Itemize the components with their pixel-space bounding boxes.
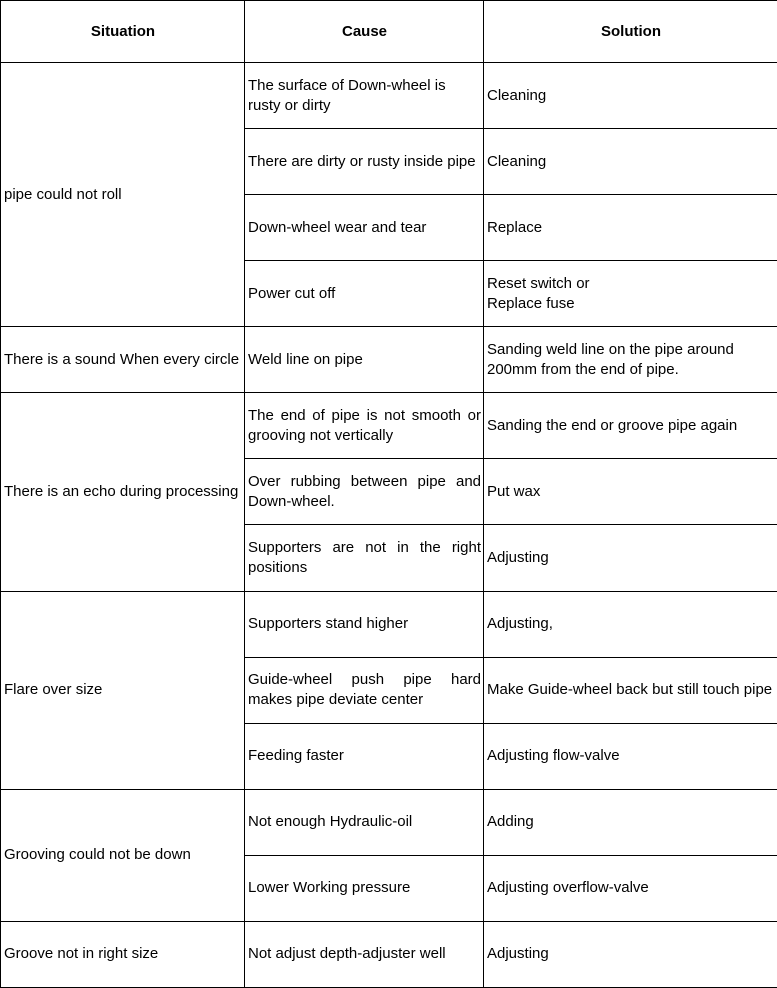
header-cause: Cause bbox=[245, 1, 484, 63]
header-solution: Solution bbox=[484, 1, 777, 63]
cause-cell: The surface of Down-wheel is rusty or dirty bbox=[245, 63, 484, 129]
solution-line: Replace fuse bbox=[487, 294, 575, 312]
solution-cell: Cleaning bbox=[484, 63, 777, 129]
cause-cell: Weld line on pipe bbox=[245, 327, 484, 393]
cause-cell: Guide-wheel push pipe hard makes pipe deviate center bbox=[245, 657, 484, 723]
situation-cell: There is an echo during processing bbox=[1, 393, 245, 591]
table-row bbox=[1, 327, 777, 393]
cause-cell: Power cut off bbox=[245, 261, 484, 327]
cause-cell: Lower Working pressure bbox=[245, 855, 484, 921]
cause-cell: Not adjust depth-adjuster well bbox=[245, 921, 484, 987]
solution-cell: Put wax bbox=[484, 459, 777, 525]
solution-cell bbox=[484, 261, 777, 327]
table-row bbox=[1, 63, 777, 129]
cause-cell: The end of pipe is not smooth or grooving not vertically bbox=[245, 393, 484, 459]
table-row bbox=[1, 591, 777, 657]
solution-cell: Adjusting flow-valve bbox=[484, 723, 777, 789]
solution-cell: Adding bbox=[484, 789, 777, 855]
cause-cell: Supporters stand higher bbox=[245, 591, 484, 657]
cause-cell: Supporters are not in the right positions bbox=[245, 525, 484, 591]
table-row bbox=[1, 921, 777, 987]
situation-cell: Grooving could not be down bbox=[1, 789, 245, 921]
situation-cell: Groove not in right size bbox=[1, 921, 245, 987]
solution-cell: Replace bbox=[484, 195, 777, 261]
cause-cell: Not enough Hydraulic-oil bbox=[245, 789, 484, 855]
solution-cell: Adjusting bbox=[484, 921, 777, 987]
header-row bbox=[1, 1, 777, 63]
solution-cell: Adjusting overflow-valve bbox=[484, 855, 777, 921]
cause-cell: There are dirty or rusty inside pipe bbox=[245, 129, 484, 195]
situation-cell: pipe could not roll bbox=[1, 63, 245, 327]
solution-cell: Sanding the end or groove pipe again bbox=[484, 393, 777, 459]
cause-cell: Down-wheel wear and tear bbox=[245, 195, 484, 261]
solution-cell: Sanding weld line on the pipe around 200mm from the end of pipe. bbox=[484, 327, 777, 393]
table-row bbox=[1, 789, 777, 855]
solution-line: Reset switch or bbox=[487, 274, 590, 292]
situation-cell: Flare over size bbox=[1, 591, 245, 789]
cause-cell: Over rubbing between pipe and Down-wheel. bbox=[245, 459, 484, 525]
solution-cell: Adjusting, bbox=[484, 591, 777, 657]
situation-cell: There is a sound When every circle bbox=[1, 327, 245, 393]
table-row bbox=[1, 393, 777, 459]
solution-cell: Make Guide-wheel back but still touch pipe bbox=[484, 657, 777, 723]
header-situation: Situation bbox=[1, 1, 245, 63]
solution-cell: Cleaning bbox=[484, 129, 777, 195]
cause-cell: Feeding faster bbox=[245, 723, 484, 789]
solution-cell: Adjusting bbox=[484, 525, 777, 591]
